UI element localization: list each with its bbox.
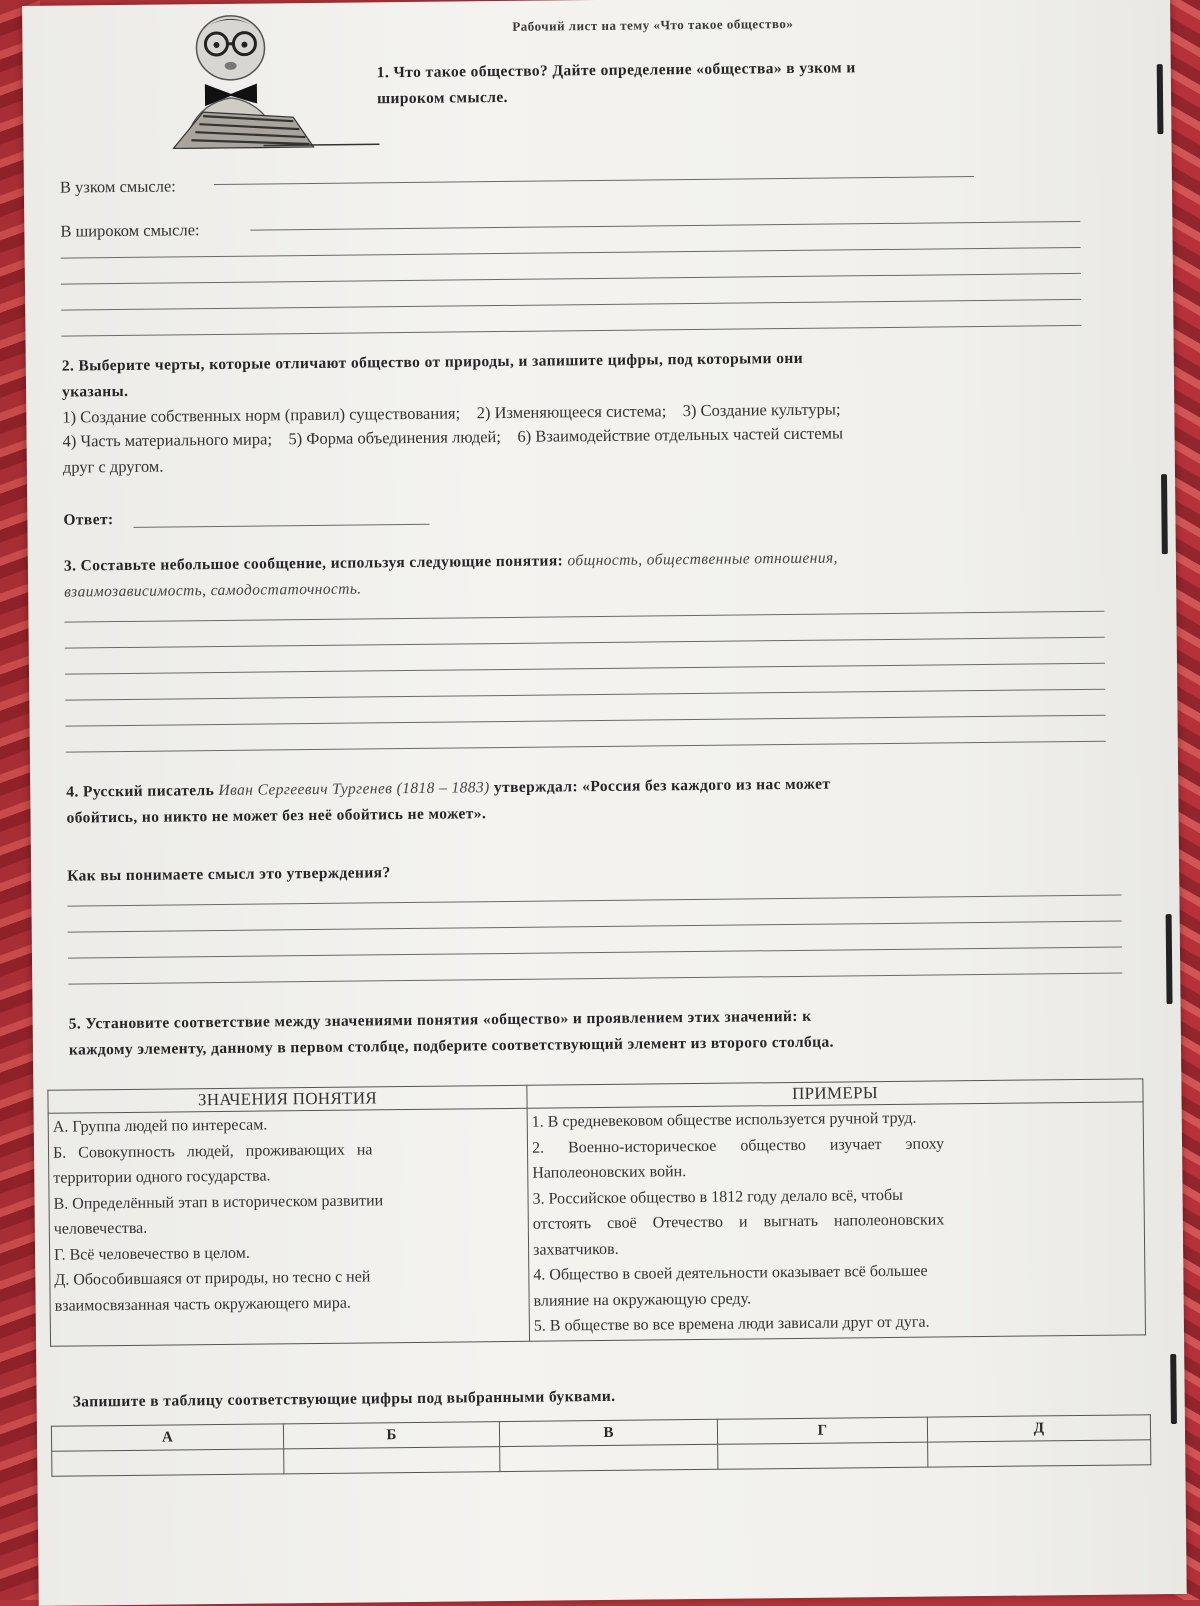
q3-answer-line[interactable]	[66, 741, 1106, 753]
q2-options-line3: друг с другом.	[63, 457, 164, 478]
example-line: 5. В обществе во все времена люди зависали друг от дуга.	[534, 1307, 1141, 1339]
answer-cell-g[interactable]	[717, 1442, 927, 1469]
q3-terms-line2: взаимозависимость, самодостаточность.	[64, 580, 362, 601]
q5-matching-table	[47, 1078, 1146, 1346]
example-line: влияние на окружающую среду.	[533, 1282, 1140, 1314]
q3-title-text: 3. Составьте небольшое сообщение, используя следующие понятия:	[64, 552, 563, 574]
meaning-line: В. Определённый этап в историческом развитии	[53, 1186, 523, 1216]
q4-answer-line[interactable]	[68, 921, 1122, 933]
answer-header-v: В	[499, 1419, 717, 1446]
q1-narrow-answer-line[interactable]	[214, 176, 974, 185]
col-header-examples: ПРИМЕРЫ	[527, 1079, 1143, 1108]
meaning-line: Г. Всё человечество в целом.	[54, 1237, 524, 1267]
example-line: 4. Общество в своей деятельности оказывает всё большее	[533, 1256, 1140, 1288]
meaning-line: взаимосвязанная часть окружающего мира.	[55, 1288, 525, 1318]
q1-answer-line[interactable]	[61, 299, 1081, 311]
page-title: Рабочий лист на тему «Что такое общество»	[512, 16, 793, 35]
q1-title-line2: широком смысле.	[377, 89, 508, 108]
answer-header-d: Д	[927, 1415, 1150, 1442]
binding-mark	[1157, 64, 1164, 134]
meaning-line: Д. Обособившаяся от природы, но тесно с ней	[54, 1263, 524, 1293]
q3-title	[64, 549, 838, 575]
q1-broad-label: В широком смысле:	[60, 220, 199, 241]
q4-question: Как вы понимаете смысл это утверждения?	[67, 864, 391, 885]
q3-terms-line1: общность, общественные отношения,	[567, 549, 838, 569]
q4-answer-line[interactable]	[68, 947, 1122, 959]
q4-author: Иван Сергеевич Тургенев (1818 – 1883)	[218, 779, 489, 799]
binding-mark	[1166, 914, 1173, 1004]
answer-cell-a[interactable]	[52, 1449, 284, 1476]
q3-answer-line[interactable]	[65, 637, 1105, 649]
q1-answer-line[interactable]	[61, 247, 1081, 259]
q4-answer-line[interactable]	[67, 895, 1121, 907]
meaning-line: А. Группа людей по интересам.	[53, 1110, 523, 1140]
binding-mark	[1170, 1354, 1177, 1424]
q1-answer-line[interactable]	[61, 273, 1081, 285]
example-line: 3. Российское общество в 1812 году делало всё, чтобы	[532, 1180, 1139, 1212]
example-line: Наполеоновских войн.	[532, 1154, 1139, 1186]
meaning-line: Б. Совокупность людей, проживающих на	[53, 1135, 523, 1165]
q2-answer-line[interactable]	[133, 524, 429, 528]
q1-title-line1: 1. Что такое общество? Дайте определение «общества» в узком и	[377, 59, 856, 82]
q5-instruction: Запишите в таблицу соответствующие цифры под выбранными буквами.	[73, 1388, 616, 1412]
meaning-line: территории одного государства.	[53, 1161, 523, 1191]
q4-post: утверждал: «Россия без каждого из нас может	[494, 776, 831, 797]
q5-title-line1: 5. Установите соответствие между значениями понятия «общество» и проявлением этих значений: к	[69, 1008, 812, 1034]
q3-answer-line[interactable]	[65, 689, 1105, 701]
q3-answer-line[interactable]	[65, 663, 1105, 675]
q1-answer-line[interactable]	[61, 325, 1081, 337]
answer-cell-b[interactable]	[283, 1447, 500, 1474]
example-line: отстоять своё Отечество и выгнать наполеоновских	[533, 1205, 1140, 1237]
q4-line2: обойтись, но никто не может без неё обойтись не может».	[66, 805, 486, 827]
worksheet-page	[22, 0, 1187, 1606]
example-line: 2. Военно-историческое общество изучает эпоху	[532, 1129, 1139, 1161]
q3-answer-line[interactable]	[64, 611, 1104, 623]
q2-answer-label: Ответ:	[63, 511, 113, 530]
q4-line1	[66, 776, 830, 802]
answer-header-b: Б	[283, 1422, 500, 1449]
meaning-line: человечества.	[54, 1212, 524, 1242]
answer-header-g: Г	[717, 1417, 927, 1444]
boy-with-glasses-reading-icon	[142, 6, 383, 151]
q3-answer-line[interactable]	[66, 715, 1106, 727]
answer-header-a: А	[51, 1424, 283, 1451]
answer-cell-d[interactable]	[927, 1440, 1150, 1467]
q2-options-line2: 4) Часть материального мира; 5) Форма объединения людей; 6) Взаимодействие отдельных частей системы	[62, 423, 843, 451]
meanings-cell	[48, 1108, 529, 1346]
examples-cell	[527, 1102, 1145, 1341]
q5-answer-table	[51, 1414, 1151, 1477]
answer-cell-v[interactable]	[500, 1444, 718, 1471]
q4-answer-line[interactable]	[68, 973, 1122, 985]
q2-title-line1: 2. Выберите черты, которые отличают общество от природы, и запишите цифры, под которыми они	[62, 350, 803, 376]
q1-broad-answer-line[interactable]	[250, 221, 1080, 231]
q1-narrow-label: В узком смысле:	[60, 176, 176, 197]
q2-title-line2: указаны.	[62, 383, 128, 402]
binding-mark	[1161, 474, 1168, 554]
example-line: захватчиков.	[533, 1231, 1140, 1263]
q4-pre: 4. Русский писатель	[66, 782, 214, 801]
q2-options-line1: 1) Создание собственных норм (правил) существования; 2) Изменяющееся система; 3) Создание культуры;	[62, 399, 840, 427]
q5-title-line2: каждому элементу, данному в первом столбце, подберите соответствующий элемент из второго столбца.	[69, 1034, 834, 1060]
col-header-meanings: ЗНАЧЕНИЯ ПОНЯТИЯ	[48, 1085, 527, 1113]
example-line: 1. В средневековом обществе используется ручной труд.	[532, 1103, 1139, 1135]
